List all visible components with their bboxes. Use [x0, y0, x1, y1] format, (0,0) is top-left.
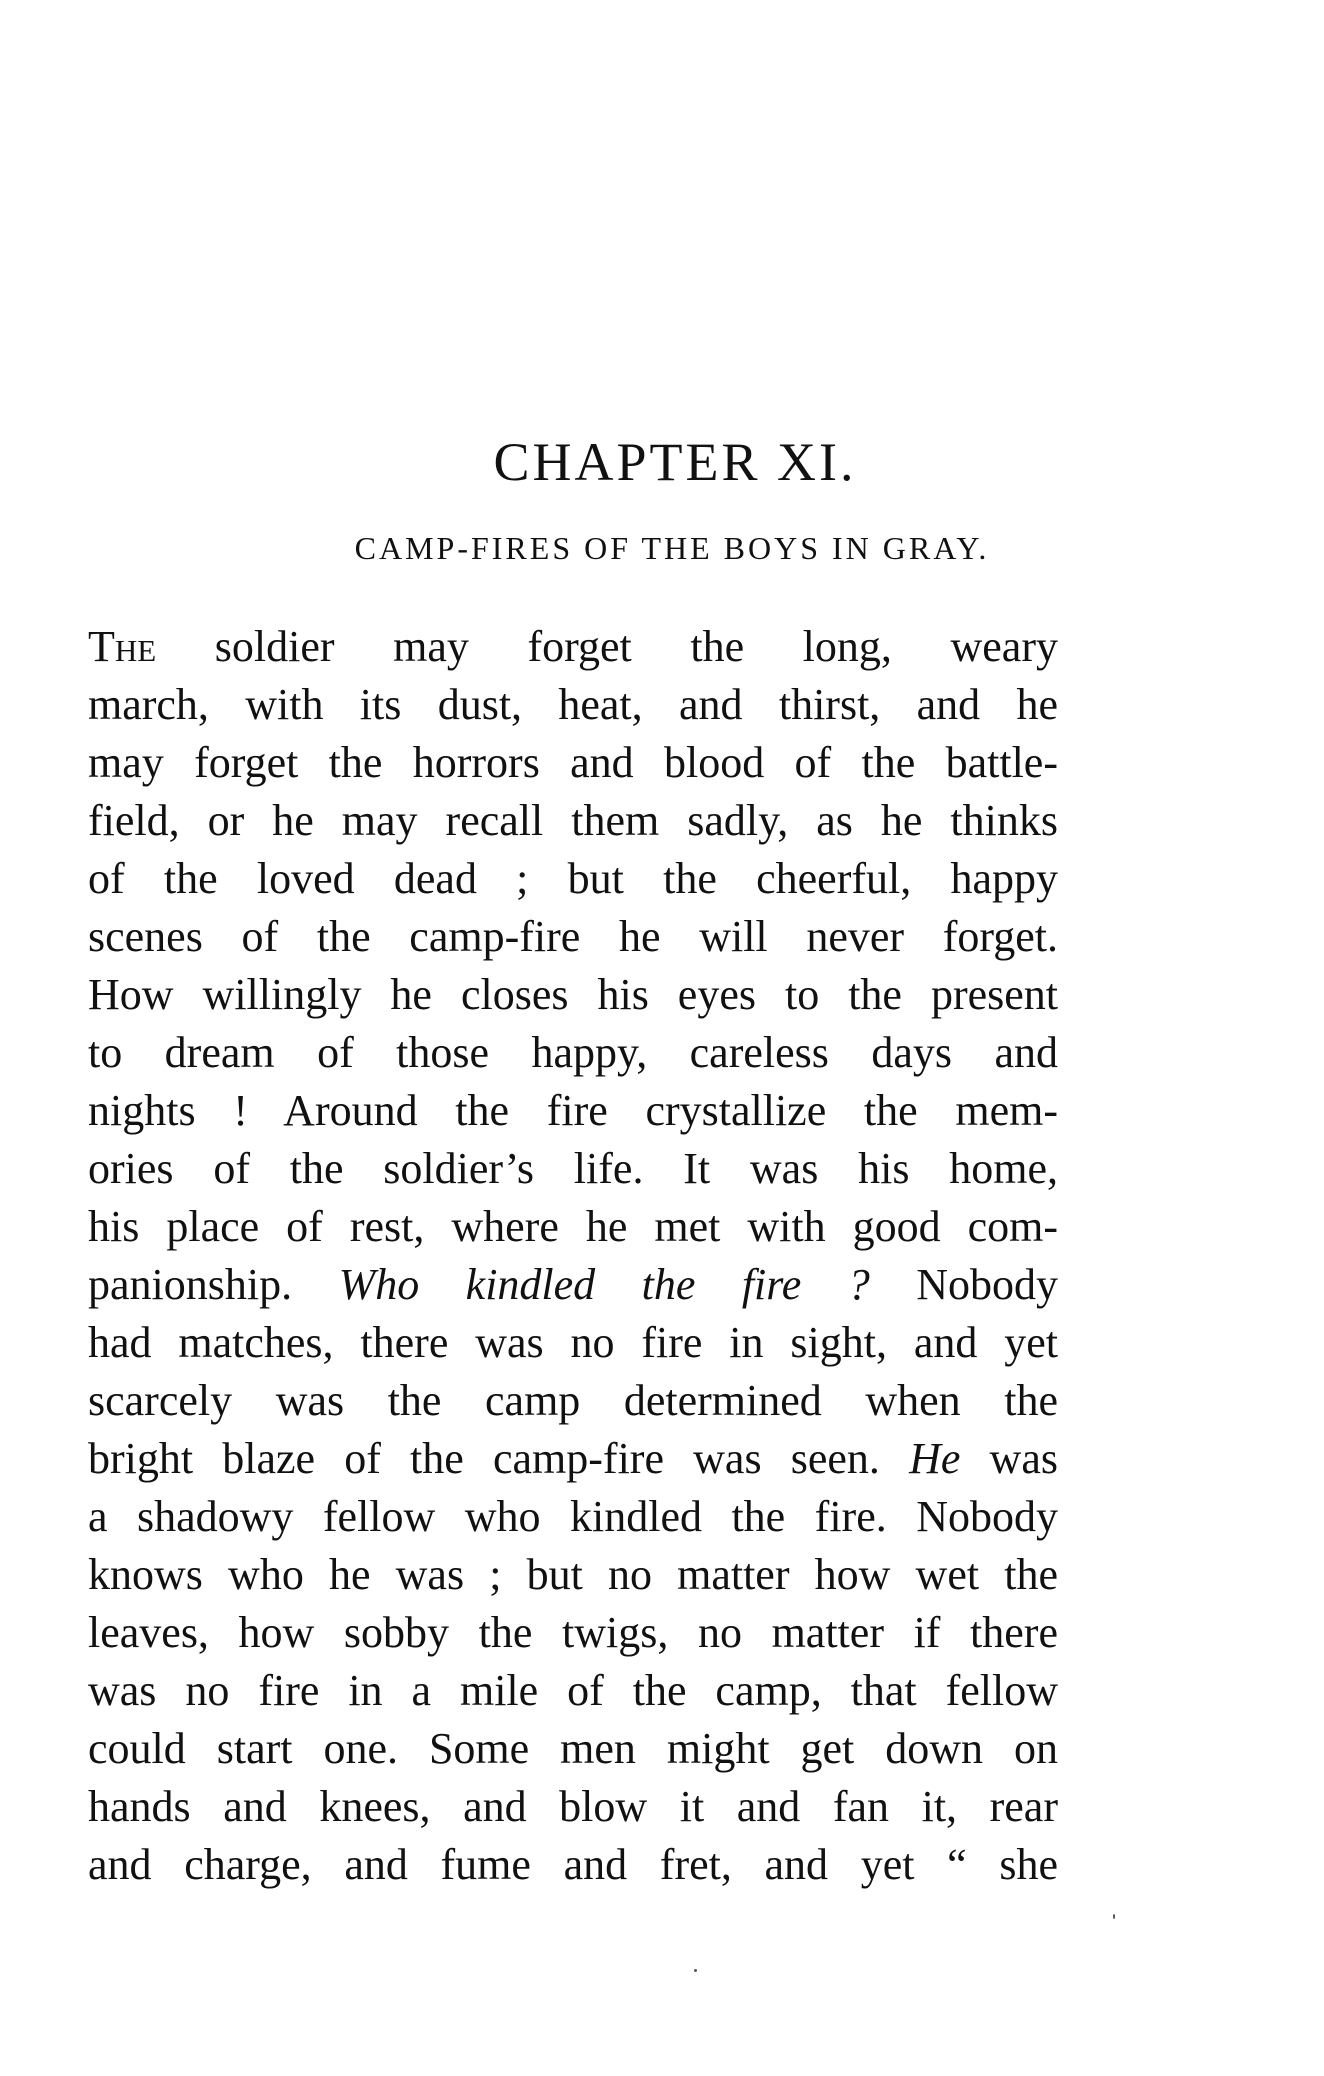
text-line: panionship. Who kindled the fire ? Nobody [88, 1260, 1058, 1309]
text-line: and charge, and fume and fret, and yet “ she [88, 1840, 1058, 1889]
text-line: may forget the horrors and blood of the battle- [88, 738, 1058, 787]
text-line: his place of rest, where he met with good com- [88, 1202, 1058, 1251]
italic-phrase: Who kindled the fire ? [338, 1260, 870, 1309]
text-line: to dream of those happy, careless days and [88, 1028, 1058, 1077]
text-line: had matches, there was no fire in sight, and yet [88, 1318, 1058, 1367]
italic-phrase: He [909, 1434, 961, 1483]
text-line: march, with its dust, heat, and thirst, and he [88, 680, 1058, 729]
chapter-subtitle: CAMP-FIRES OF THE BOYS IN GRAY. [354, 530, 990, 566]
body-text [88, 618, 1058, 1894]
scan-speck [1113, 1914, 1115, 1919]
text-line: ories of the soldier’s life. It was his home, [88, 1144, 1058, 1193]
text-line: The soldier may forget the long, weary [88, 622, 1058, 671]
text-line: field, or he may recall them sadly, as he thinks [88, 796, 1058, 845]
scan-speck [694, 1969, 697, 1972]
text-line: How willingly he closes his eyes to the present [88, 970, 1058, 1019]
chapter-heading: CHAPTER XI. [493, 432, 857, 492]
text-line: scenes of the camp-fire he will never forget. [88, 912, 1058, 961]
text-line: could start one. Some men might get down on [88, 1724, 1058, 1773]
lead-word: The [88, 622, 157, 671]
text-line: of the loved dead ; but the cheerful, happy [88, 854, 1058, 903]
text-line: knows who he was ; but no matter how wet the [88, 1550, 1058, 1599]
text-line: nights ! Around the fire crystallize the mem- [88, 1086, 1058, 1135]
text-line: was no fire in a mile of the camp, that fellow [88, 1666, 1058, 1715]
text-line: scarcely was the camp determined when the [88, 1376, 1058, 1425]
text-line: hands and knees, and blow it and fan it, rear [88, 1782, 1058, 1831]
text-line: a shadowy fellow who kindled the fire. Nobody [88, 1492, 1058, 1541]
text-line: bright blaze of the camp-fire was seen. He was [88, 1434, 1058, 1483]
text-line: leaves, how sobby the twigs, no matter if there [88, 1608, 1058, 1657]
